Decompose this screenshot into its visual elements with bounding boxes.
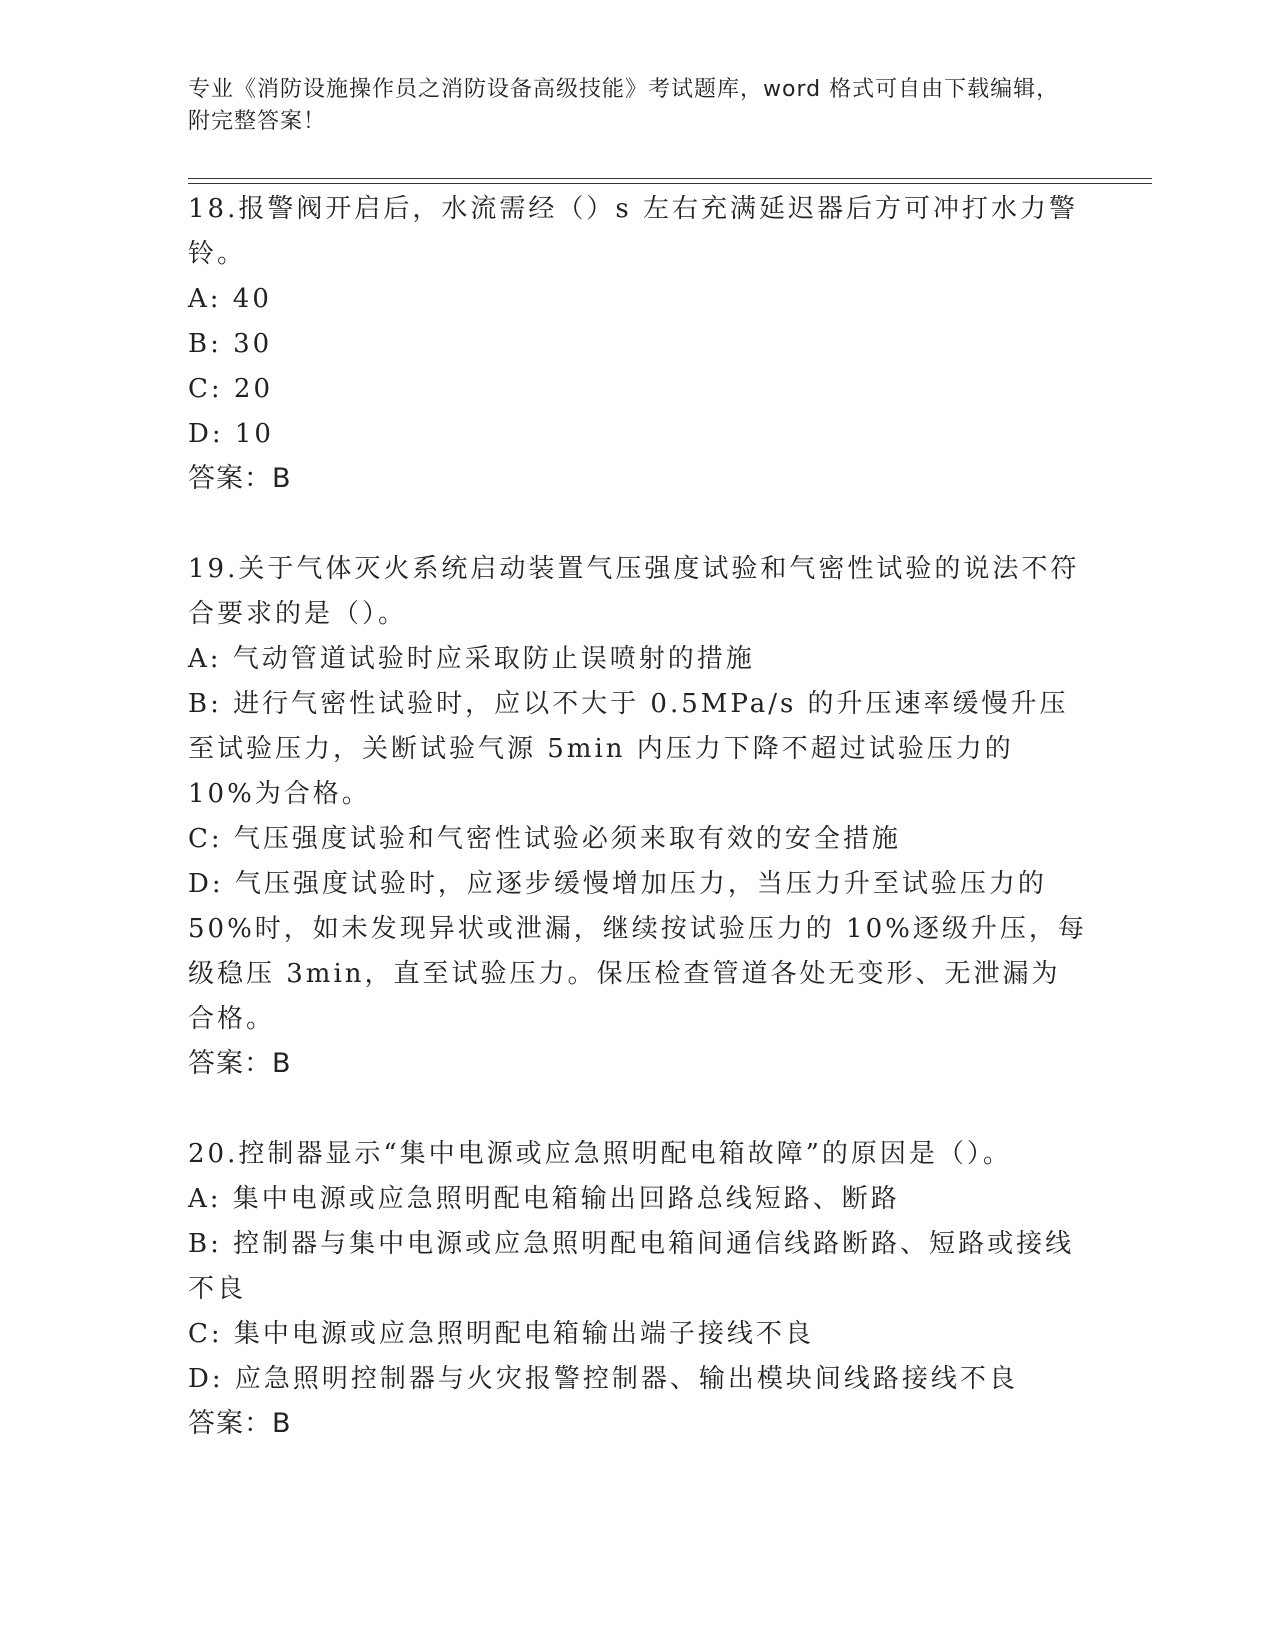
option-c: C: 集中电源或应急照明配电箱输出端子接线不良 bbox=[188, 1319, 814, 1349]
option-a: A: 40 bbox=[188, 284, 272, 314]
question-19 bbox=[188, 547, 1088, 1086]
option-a: A: 气动管道试验时应采取防止误喷射的措施 bbox=[188, 644, 755, 674]
question-stem: 18.报警阀开启后，水流需经（）s 左右充满延迟器后方可冲打水力警铃。 bbox=[188, 194, 1078, 269]
option-b: B: 30 bbox=[188, 329, 273, 359]
option-b: B: 控制器与集中电源或应急照明配电箱间通信线路断路、短路或接线不良 bbox=[188, 1229, 1075, 1304]
question-18 bbox=[188, 187, 1088, 501]
option-d: D: 气压强度试验时，应逐步缓慢增加压力，当压力升至试验压力的50%时，如未发现异状或泄漏，继续按试验压力的 10%逐级升压，每级稳压 3min，直至试验压力。保压检查管道各处无变形、无泄漏为合格。 bbox=[188, 869, 1087, 1034]
question-stem: 19.关于气体灭火系统启动装置气压强度试验和气密性试验的说法不符合要求的是（）。 bbox=[188, 554, 1080, 629]
answer-label: 答案：B bbox=[188, 463, 292, 494]
question-list bbox=[188, 187, 1088, 1492]
question-20 bbox=[188, 1132, 1088, 1446]
header-divider-bottom bbox=[188, 183, 1152, 184]
question-stem: 20.控制器显示“集中电源或应急照明配电箱故障”的原因是（）。 bbox=[188, 1139, 1012, 1169]
option-b: B: 进行气密性试验时，应以不大于 0.5MPa/s 的升压速率缓慢升压至试验压力，关断试验气源 5min 内压力下降不超过试验压力的 10%为合格。 bbox=[188, 689, 1069, 809]
answer-label: 答案：B bbox=[188, 1408, 292, 1439]
document-header: 专业《消防设施操作员之消防设备高级技能》考试题库，word 格式可自由下载编辑，附完整答案！ bbox=[188, 77, 1060, 134]
option-c: C: 20 bbox=[188, 374, 274, 404]
option-a: A: 集中电源或应急照明配电箱输出回路总线短路、断路 bbox=[188, 1184, 900, 1214]
option-d: D: 应急照明控制器与火灾报警控制器、输出模块间线路接线不良 bbox=[188, 1364, 1018, 1394]
answer-label: 答案：B bbox=[188, 1048, 292, 1079]
option-d: D: 10 bbox=[188, 419, 274, 449]
option-c: C: 气压强度试验和气密性试验必须来取有效的安全措施 bbox=[188, 824, 901, 854]
header-divider-top bbox=[188, 178, 1152, 179]
